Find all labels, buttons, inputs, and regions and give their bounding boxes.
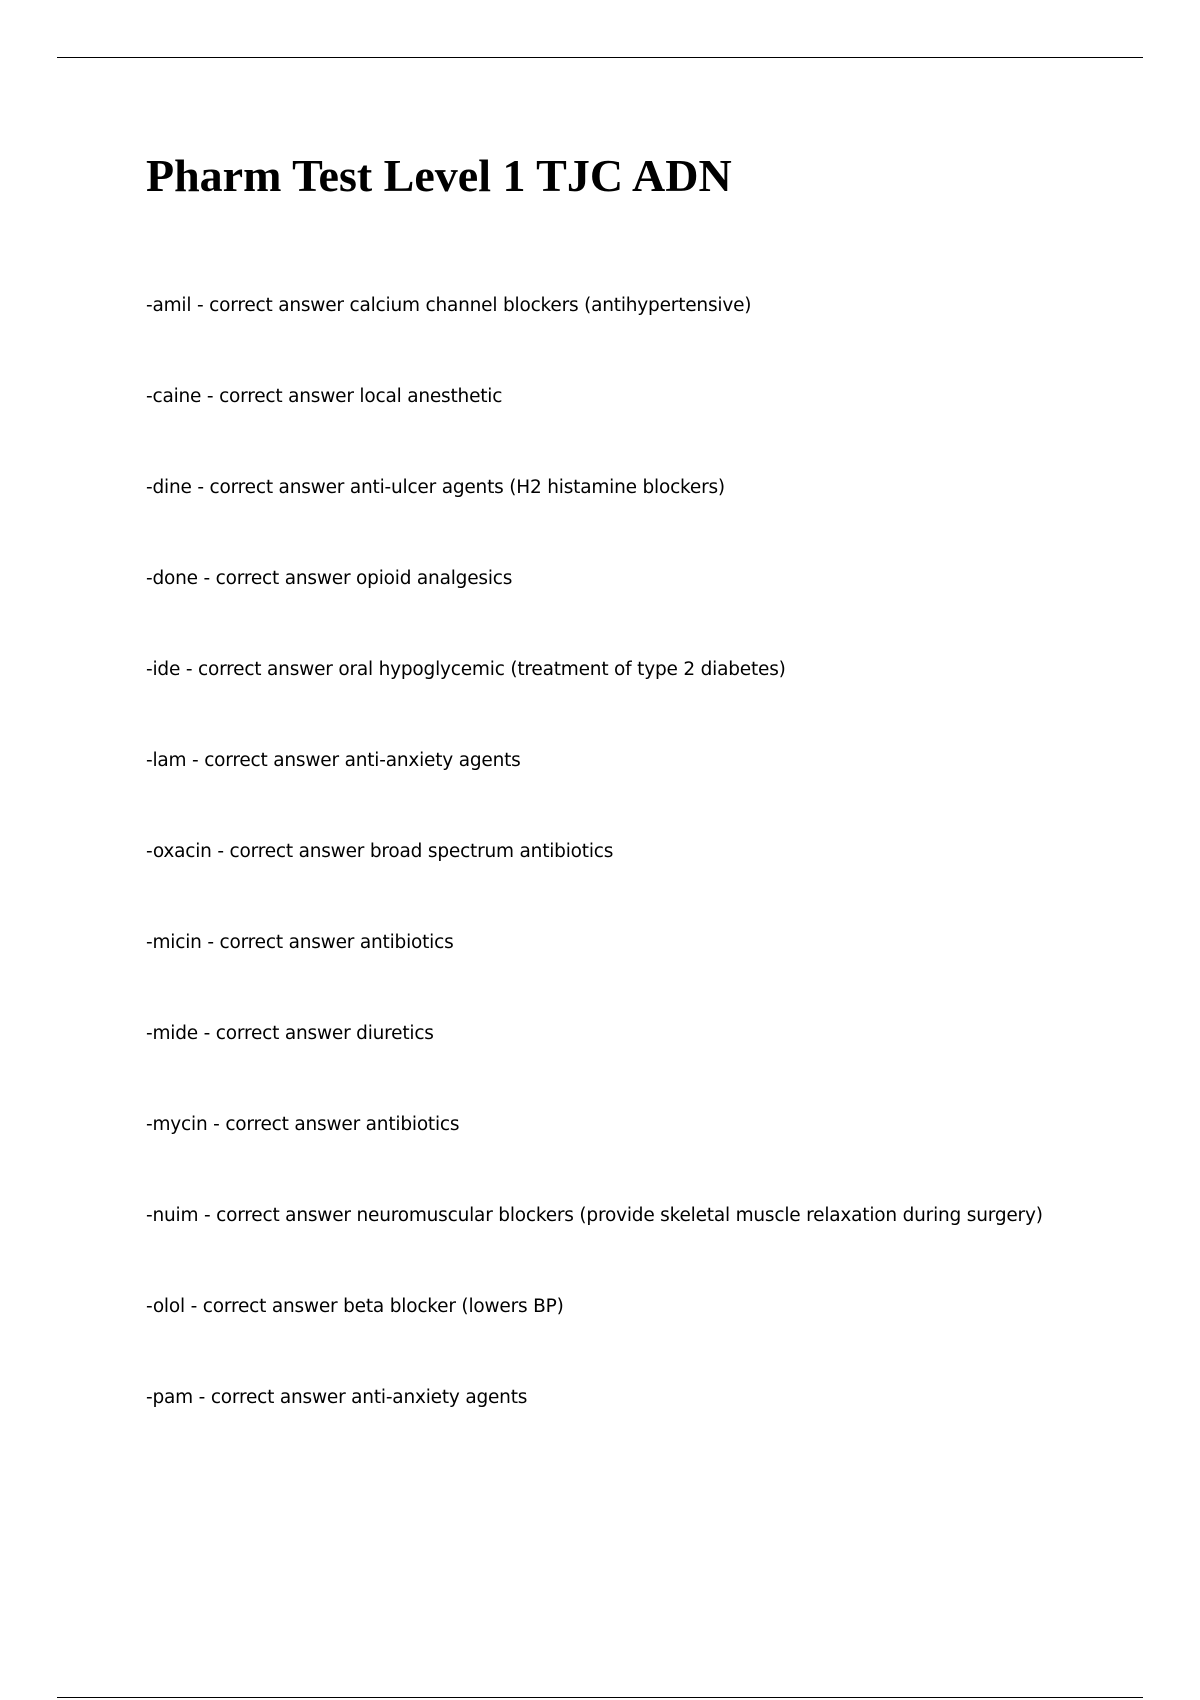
entry-item: -mide - correct answer diuretics [146,1023,434,1044]
entry-item: -caine - correct answer local anesthetic [146,386,503,407]
bottom-rule [57,1697,1143,1698]
entry-item: -pam - correct answer anti-anxiety agents [146,1387,528,1408]
entry-item: -mycin - correct answer antibiotics [146,1114,460,1135]
top-rule [57,57,1143,58]
entry-item: -olol - correct answer beta blocker (lowers BP) [146,1296,564,1317]
entry-item: -micin - correct answer antibiotics [146,932,454,953]
entry-item: -nuim - correct answer neuromuscular blockers (provide skeletal muscle relaxation during surgery) [146,1205,1043,1226]
document-title: Pharm Test Level 1 TJC ADN [146,150,732,201]
entry-item: -ide - correct answer oral hypoglycemic (treatment of type 2 diabetes) [146,659,786,680]
entry-item: -amil - correct answer calcium channel blockers (antihypertensive) [146,295,752,316]
entry-item: -oxacin - correct answer broad spectrum antibiotics [146,841,614,862]
entry-item: -done - correct answer opioid analgesics [146,568,513,589]
entry-item: -dine - correct answer anti-ulcer agents (H2 histamine blockers) [146,477,725,498]
entry-list [146,292,1043,1475]
entry-item: -lam - correct answer anti-anxiety agents [146,750,521,771]
